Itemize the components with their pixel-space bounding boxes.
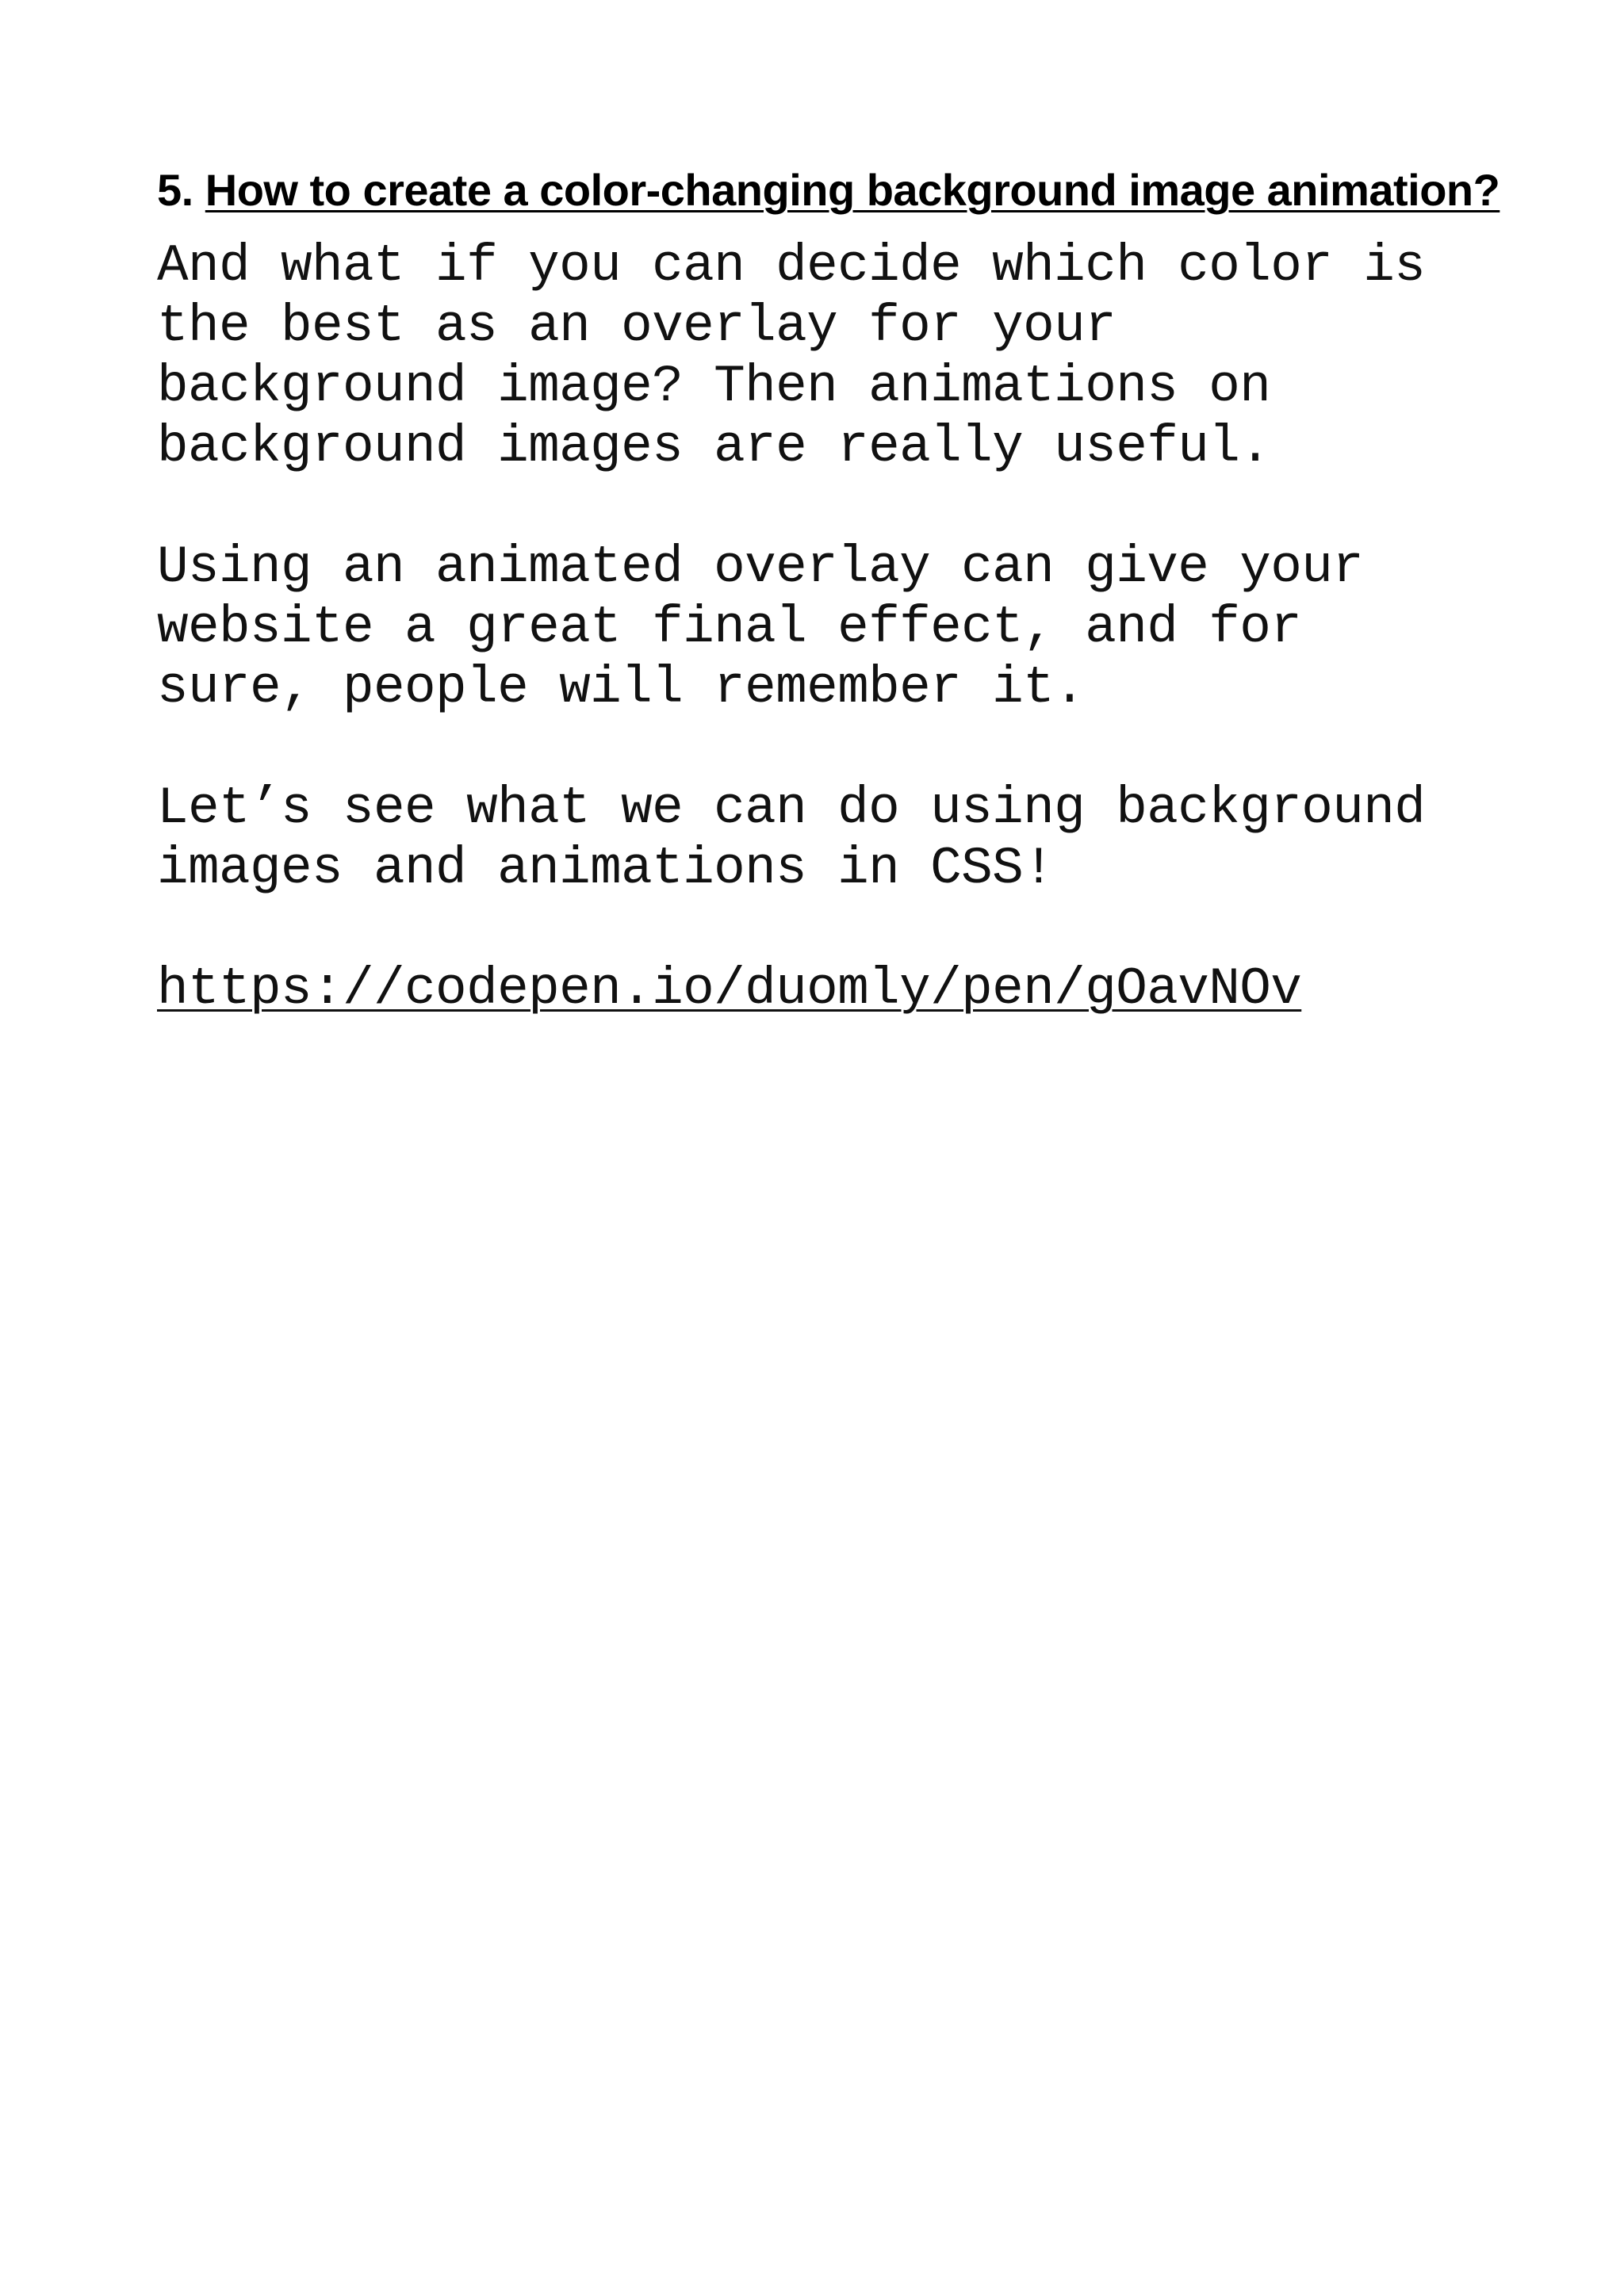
- document-content: [157, 159, 1505, 1020]
- paragraph-intro: And what if you can decide which color is the best as an overlay for your background image? Then animations on background images are really useful.: [157, 236, 1426, 476]
- section-number: 5.: [157, 165, 193, 215]
- paragraph-overlay: Using an animated overlay can give your website a great final effect, and for sure, people will remember it.: [157, 538, 1364, 718]
- codepen-link[interactable]: https://codepen.io/duomly/pen/gOavNOv: [157, 959, 1302, 1019]
- section-body: [157, 236, 1505, 1020]
- section-title: How to create a color-changing background image animation?: [205, 165, 1500, 215]
- section-heading: [157, 159, 1505, 222]
- paragraph-cta: Let’s see what we can do using background images and animations in CSS!: [157, 779, 1426, 898]
